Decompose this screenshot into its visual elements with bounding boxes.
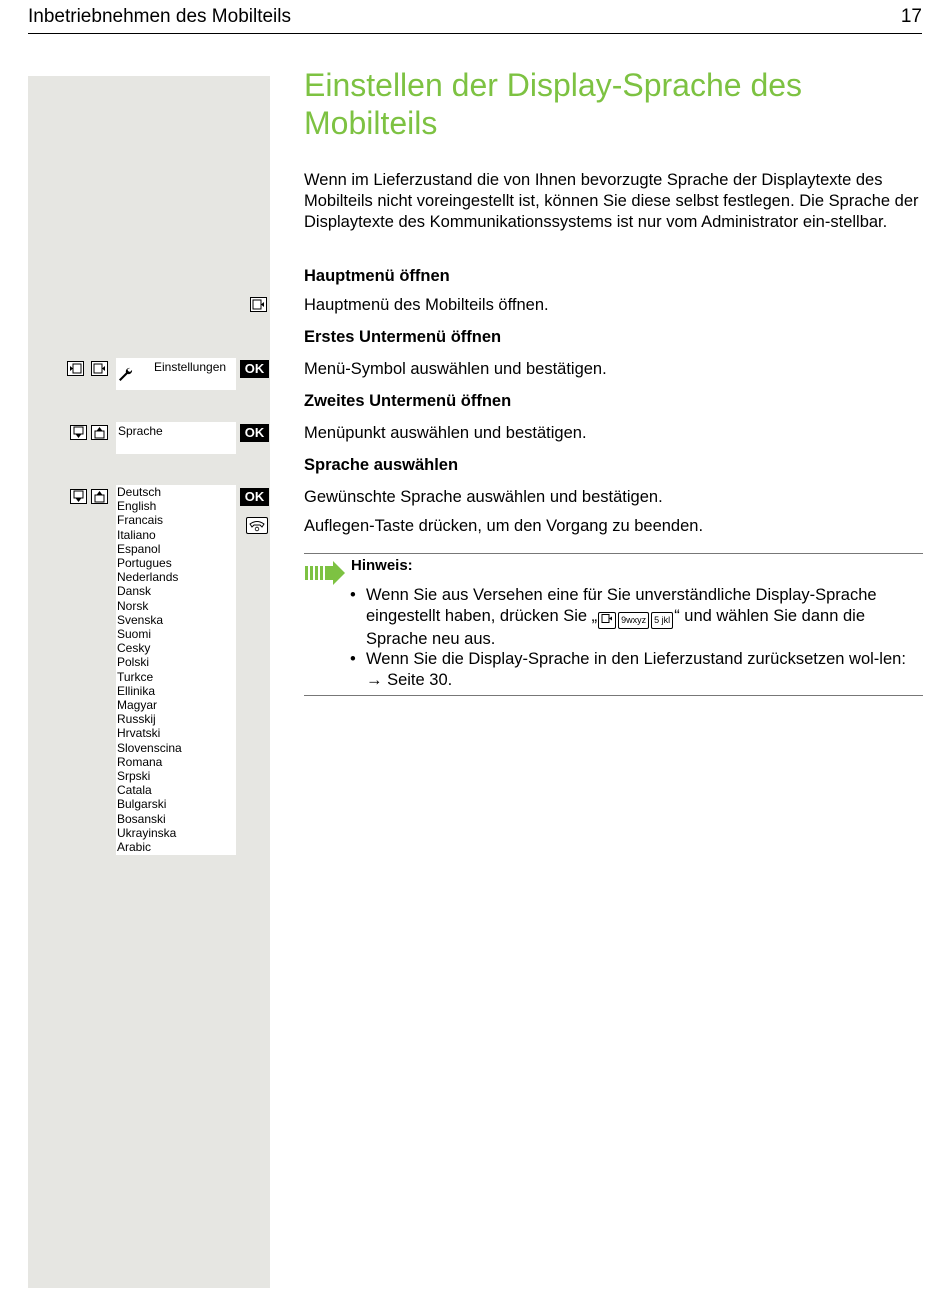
ok-key-icon: OK	[240, 488, 269, 506]
language-item: Norsk	[117, 598, 149, 613]
page-reference-link[interactable]: Seite 30.	[382, 671, 453, 689]
arrow-right-icon: →	[366, 671, 383, 689]
page-header-title: Inbetriebnehmen des Mobilteils	[28, 6, 291, 27]
nav-right-key-icon	[91, 361, 108, 376]
display-settings-label: Einstellungen	[154, 360, 227, 374]
language-item: Francais	[117, 513, 164, 528]
note-item-2-text: Wenn Sie die Display-Sprache in den Lieferzustand zurücksetzen wol-len:	[366, 650, 906, 668]
page-number: 17	[900, 6, 922, 27]
menu-key-icon	[598, 612, 616, 629]
step-text-select-language: Gewünschte Sprache auswählen und bestätigen.	[304, 488, 663, 506]
ok-key-icon: OK	[240, 424, 269, 442]
language-item: Svenska	[117, 612, 164, 627]
language-item: Arabic	[117, 840, 152, 855]
language-item: Portugues	[117, 556, 172, 571]
menu-key-icon	[250, 297, 267, 312]
key-5-icon: 5 jkl	[651, 612, 673, 629]
note-item-2	[366, 649, 922, 691]
note-item-1	[366, 585, 922, 650]
language-item: Deutsch	[117, 485, 162, 499]
step-title-second-submenu: Zweites Untermenü öffnen	[304, 392, 512, 410]
language-item: Bulgarski	[117, 797, 167, 812]
note-title: Hinweis:	[351, 557, 413, 574]
language-item: Bosanski	[117, 811, 166, 826]
step-title-main-menu: Hauptmenü öffnen	[304, 267, 450, 285]
wrench-icon	[117, 366, 133, 387]
language-item: Russkij	[117, 712, 156, 727]
language-item: Hrvatski	[117, 726, 161, 741]
language-item: Romana	[117, 754, 163, 769]
hangup-text: Auflegen-Taste drücken, um den Vorgang zu beenden.	[304, 517, 704, 535]
note-bullet: •	[350, 586, 356, 604]
intro-paragraph: Wenn im Lieferzustand die von Ihnen bevorzugte Sprache der Displaytexte des Mobilteils nicht voreingestellt ist, können Sie diese selbst festlegen. Die Sprache der Displaytexte des Kommunikationssystems ist nur vom Administrator ein-stellbar.	[304, 171, 919, 231]
language-item: Ukrayinska	[117, 825, 177, 840]
language-item: Catala	[117, 783, 152, 798]
language-list	[116, 485, 236, 855]
language-item: Ellinika	[117, 683, 156, 698]
note-bottom-rule	[304, 695, 923, 696]
hangup-key-icon	[246, 517, 268, 534]
language-item: Srpski	[117, 769, 151, 784]
language-item: Slovenscina	[117, 740, 182, 755]
section-heading: Einstellen der Display-Sprache des Mobilteils	[304, 67, 803, 141]
nav-up-key-icon	[91, 425, 108, 440]
language-item: Dansk	[117, 584, 152, 599]
note-top-rule	[304, 553, 923, 554]
step-text-main-menu: Hauptmenü des Mobilteils öffnen.	[304, 296, 549, 314]
step-text-first-submenu: Menü-Symbol auswählen und bestätigen.	[304, 360, 607, 378]
step-title-select-language: Sprache auswählen	[304, 456, 459, 474]
nav-down-key-icon	[70, 489, 87, 504]
language-item: English	[117, 499, 157, 514]
key-9-icon: 9wxyz	[618, 612, 649, 629]
note-arrow-icon	[305, 561, 347, 590]
language-item: Italiano	[117, 527, 156, 542]
header-rule	[28, 33, 922, 34]
language-item: Magyar	[117, 698, 158, 713]
display-language	[116, 422, 236, 454]
step-text-second-submenu: Menüpunkt auswählen und bestätigen.	[304, 424, 587, 442]
nav-down-key-icon	[70, 425, 87, 440]
language-item: Polski	[117, 655, 150, 670]
nav-left-key-icon	[67, 361, 84, 376]
display-language-label: Sprache	[118, 424, 163, 438]
language-item: Nederlands	[117, 570, 179, 585]
step-title-first-submenu: Erstes Untermenü öffnen	[304, 328, 502, 346]
ok-key-icon: OK	[240, 360, 269, 378]
note-bullet: •	[350, 650, 356, 668]
language-item: Cesky	[117, 641, 151, 656]
nav-up-key-icon	[91, 489, 108, 504]
display-settings	[116, 358, 236, 390]
note-item-1-text: Wenn Sie aus Versehen eine für Sie unverständliche Display-Sprache eingestellt haben, drücken Sie „	[366, 586, 877, 625]
language-item: Espanol	[117, 541, 161, 556]
language-item: Turkce	[117, 669, 154, 684]
note-item-1-text-end: “ und wählen Sie dann die Sprache neu aus.	[366, 607, 865, 648]
language-item: Suomi	[117, 627, 152, 642]
